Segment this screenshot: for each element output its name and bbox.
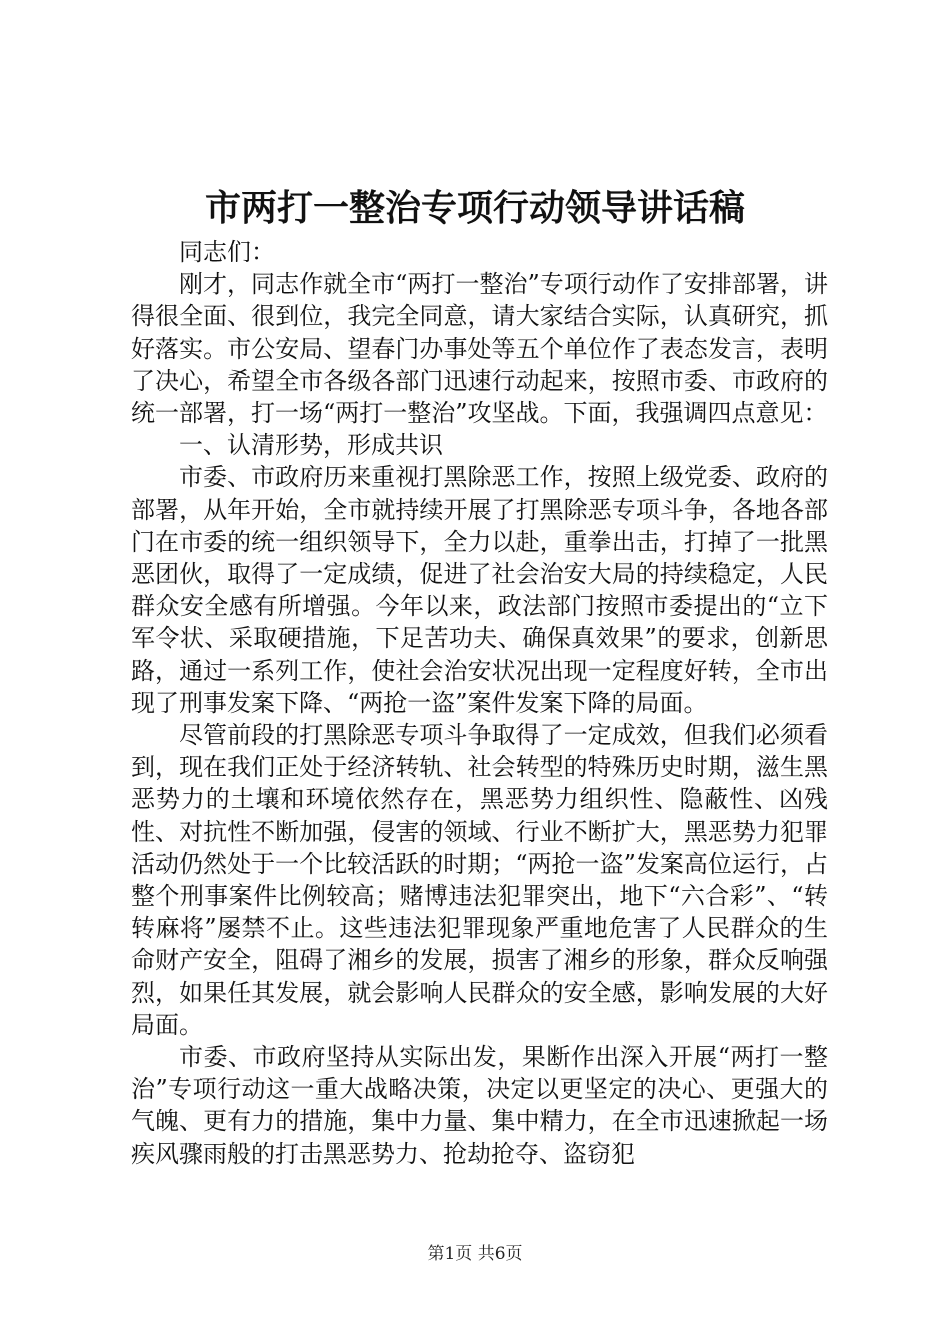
document-title: 市两打一整治专项行动领导讲话稿 — [204, 187, 745, 229]
paragraph-intro: 刚才，同志作就全市“两打一整治”专项行动作了安排部署，讲得很全面、很到位，我完全同意，请大家结合实际，认真研究，抓好落实。市公安局、望春门办事处等五个单位作了表态发言，表明了决心，希望全市各级各部门迅速行动起来，按照市委、市政府的统一部署，打一场“两打一整治”攻坚战。下面，我强调四点意见： — [131, 270, 828, 428]
section-heading-1: 一、认清形势，形成共识 — [179, 431, 443, 460]
paragraph-background: 市委、市政府历来重视打黑除恶工作，按照上级党委、政府的部署，从年开始，全市就持续开展了打黑除恶专项斗争，各地各部门在市委的统一组织领导下，全力以赴，重拳出击，打掉了一批黑恶团伙，取得了一定成绩，促进了社会治安大局的持续稳定，人民群众安全感有所增强。今年以来，政法部门按照市委提出的“立下军令状、采取硬措施，下足苦功夫、确保真效果”的要求，创新思路，通过一系列工作，使社会治安状况出现一定程度好转，全市出现了刑事发案下降、“两抢一盗”案件发案下降的局面。 — [131, 463, 828, 717]
paragraph-salutation: 同志们： — [179, 238, 275, 266]
document-body — [131, 236, 828, 1170]
paragraph-decision: 市委、市政府坚持从实际出发，果断作出深入开展“两打一整治”专项行动这一重大战略决策，决定以更坚定的决心、更强大的气魄、更有力的措施，集中力量、集中精力，在全市迅速掀起一场疾风骤雨般的打击黑恶势力、抢劫抢夺、盗窃犯 — [131, 1043, 828, 1168]
page-footer: 第1页 共6页 — [427, 1244, 523, 1264]
paragraph-situation: 尽管前段的打黑除恶专项斗争取得了一定成效，但我们必须看到，现在我们正处于经济转轨、社会转型的特殊历史时期，滋生黑恶势力的土壤和环境依然存在，黑恶势力组织性、隐蔽性、凶残性、对抗性不断加强，侵害的领域、行业不断扩大，黑恶势力犯罪活动仍然处于一个比较活跃的时期；“两抢一盗”发案高位运行，占整个刑事案件比例较高；赌博违法犯罪突出，地下“六合彩”、“转转麻将”屡禁不止。这些违法犯罪现象严重地危害了人民群众的生命财产安全，阻碍了湘乡的发展，损害了湘乡的形象，群众反响强烈，如果任其发展，就会影响人民群众的安全感，影响发展的大好局面。 — [131, 721, 828, 1039]
